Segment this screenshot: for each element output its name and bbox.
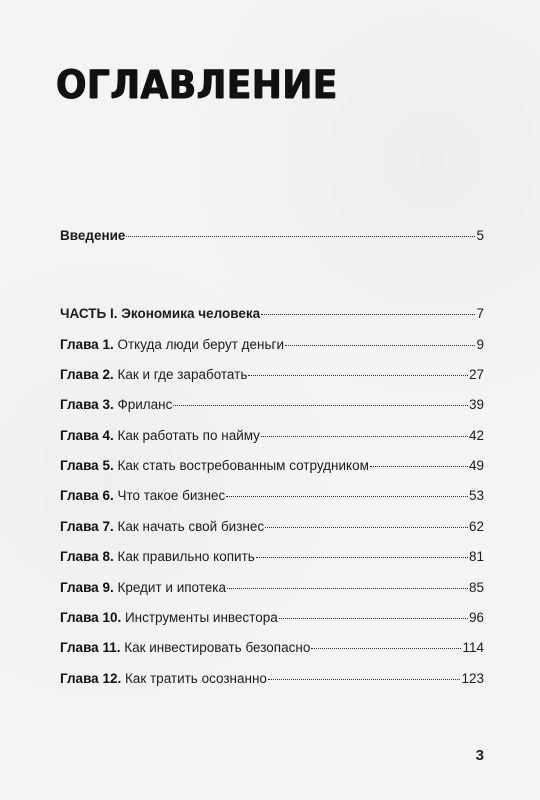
toc-entry-chapter-9 <box>60 576 484 606</box>
dot-leader <box>261 421 468 437</box>
toc-entry-chapter-4 <box>60 424 484 454</box>
toc-entry-part-1 <box>60 302 484 333</box>
dot-leader <box>256 543 468 559</box>
page-title: ОГЛАВЛЕНИЕ <box>56 63 338 108</box>
toc-entry-chapter-6 <box>60 485 484 515</box>
toc-entry-label: Глава 12. Как тратить осознанно <box>60 670 267 686</box>
toc-page-number: 53 <box>468 488 484 504</box>
toc-page-number: 27 <box>468 366 484 382</box>
dot-leader <box>248 360 468 376</box>
toc-entry-chapter-7 <box>60 515 484 545</box>
toc-entry-chapter-12 <box>60 667 484 697</box>
dot-leader <box>126 221 475 237</box>
dot-leader <box>285 330 475 346</box>
dot-leader <box>226 482 468 498</box>
toc-entry-label: Введение <box>60 227 126 243</box>
toc-page-number: 7 <box>476 305 484 321</box>
toc-entry-chapter-11 <box>60 637 484 667</box>
toc-entry-label: Глава 2. Как и где заработать <box>60 366 248 382</box>
toc-entry-label: Глава 1. Откуда люди берут деньги <box>60 336 284 352</box>
toc-entry-label: Глава 4. Как работать по найму <box>60 427 260 443</box>
toc-entry-chapter-8 <box>60 546 484 576</box>
toc-page-number: 39 <box>468 397 484 413</box>
toc-entry-label: Глава 7. Как начать свой бизнес <box>60 518 265 534</box>
toc-page-number: 85 <box>468 579 484 595</box>
dot-leader <box>370 452 468 468</box>
toc-entry-label: ЧАСТЬ I. Экономика человека <box>60 305 261 321</box>
toc-page-number: 9 <box>476 336 484 352</box>
toc-page-number: 62 <box>468 518 484 534</box>
toc-entry-label: Глава 6. Что такое бизнес <box>60 488 226 504</box>
toc-page-number: 81 <box>468 549 484 565</box>
toc-entry-chapter-5 <box>60 455 484 485</box>
toc-page-number: 49 <box>468 458 484 474</box>
dot-leader <box>173 391 468 407</box>
toc-entry-label: Глава 11. Как инвестировать безопасно <box>60 640 311 656</box>
dot-leader <box>268 664 461 680</box>
table-of-contents <box>60 224 484 698</box>
toc-page-number: 123 <box>461 670 484 686</box>
toc-entry-chapter-2 <box>60 363 484 393</box>
toc-entry-label: Глава 8. Как правильно копить <box>60 549 255 565</box>
dot-leader <box>311 634 461 650</box>
dot-leader <box>227 573 468 589</box>
toc-entry-label: Глава 9. Кредит и ипотека <box>60 579 227 595</box>
dot-leader <box>261 299 475 315</box>
toc-entry-label: Глава 10. Инструменты инвестора <box>60 610 278 626</box>
dot-leader <box>265 512 468 528</box>
toc-entry-chapter-3 <box>60 394 484 424</box>
toc-entry-chapter-1 <box>60 333 484 363</box>
dot-leader <box>279 604 468 620</box>
toc-entry-label: Глава 5. Как стать востребованным сотрудником <box>60 458 369 474</box>
toc-entry-label: Глава 3. Фриланс <box>60 397 173 413</box>
toc-entry-chapter-10 <box>60 607 484 637</box>
toc-page-number: 5 <box>476 227 484 243</box>
page-number: 3 <box>475 747 484 764</box>
toc-page-number: 96 <box>468 610 484 626</box>
toc-page-number: 42 <box>468 427 484 443</box>
toc-page-number: 114 <box>462 640 484 656</box>
toc-entry-introduction <box>60 224 484 302</box>
